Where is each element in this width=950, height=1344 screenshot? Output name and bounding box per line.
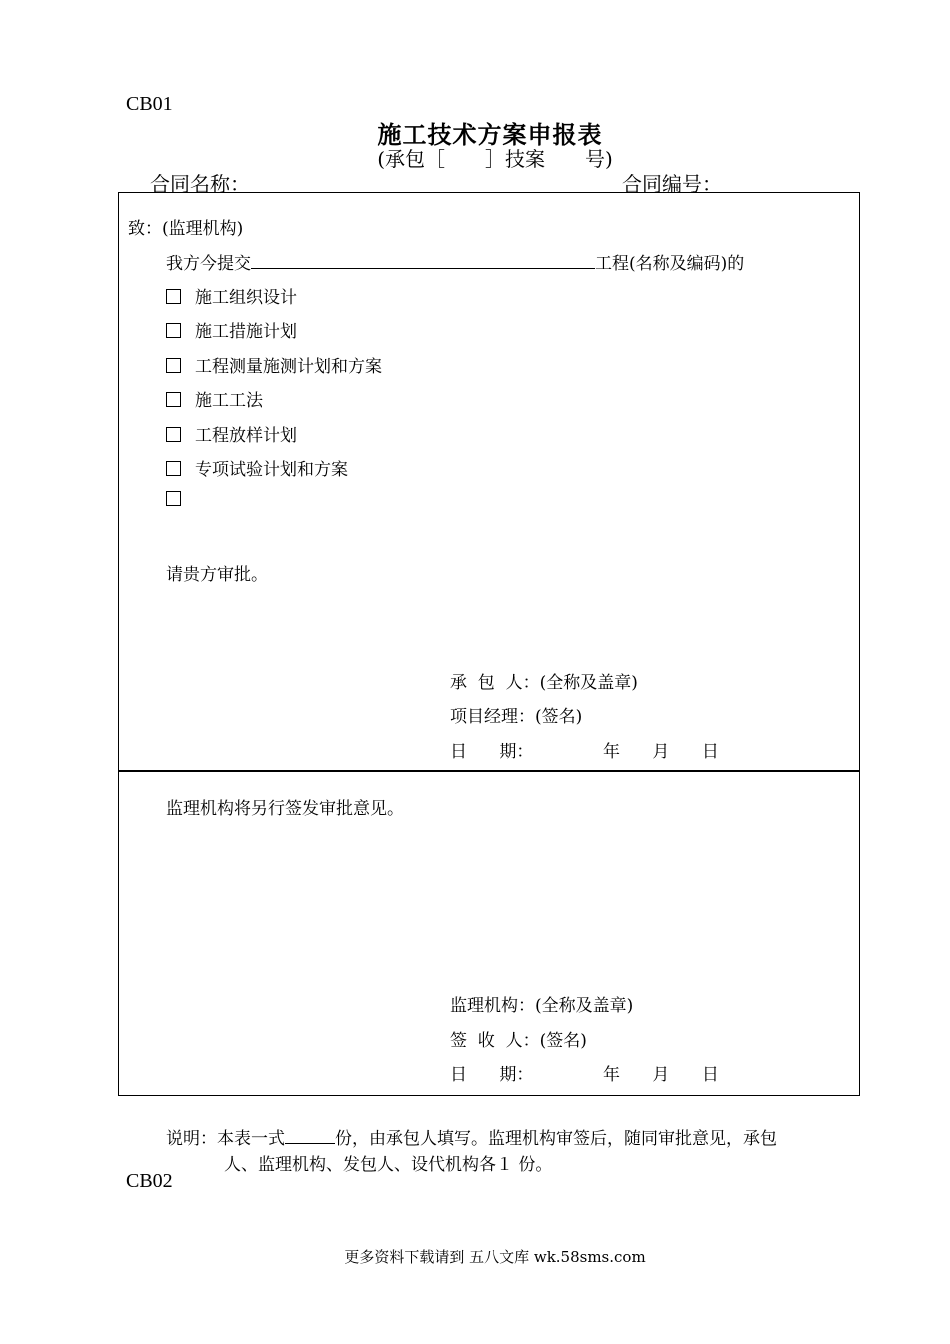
project-name-field[interactable]: [251, 250, 595, 269]
contract-name-label: 合同名称：: [150, 172, 250, 196]
contractor-signature-label: 承 包 人：(全称及盖章): [450, 673, 638, 693]
option-survey-plan[interactable]: 工程测量施测计划和方案: [166, 352, 382, 377]
option-test-plan[interactable]: 专项试验计划和方案: [166, 455, 348, 480]
checkbox[interactable]: [166, 323, 181, 338]
notes-label: 说明：: [166, 1129, 217, 1149]
supervisor-note: 监理机构将另行签发审批意见。: [166, 799, 404, 819]
notes-line-2: 人、监理机构、发包人、设代机构各１ 份。: [224, 1155, 553, 1175]
receiver-signature-label: 签 收 人：(签名): [450, 1031, 587, 1051]
footer-text: 更多资料下载请到 五八文库 wk.58sms.com: [344, 1248, 646, 1266]
form-code-bottom: CB02: [126, 1170, 173, 1192]
date-fields[interactable]: 年 月 日: [603, 1065, 719, 1085]
submission-line: [166, 249, 744, 274]
form-title: 施工技术方案申报表: [377, 120, 603, 149]
submission-suffix: 工程(名称及编码)的: [595, 254, 745, 274]
addressee-line: 致：(监理机构): [128, 219, 244, 239]
date-label: 日 期：: [450, 742, 534, 762]
option-other[interactable]: [166, 490, 195, 510]
date-label: 日 期：: [450, 1065, 534, 1085]
project-manager-label: 项目经理：(签名): [450, 707, 583, 727]
checkbox[interactable]: [166, 427, 181, 442]
form-subtitle: (承包［ ］技案 号): [377, 147, 613, 171]
checkbox[interactable]: [166, 461, 181, 476]
checkbox[interactable]: [166, 491, 181, 506]
submission-prefix: 我方今提交: [166, 254, 251, 274]
checkbox[interactable]: [166, 289, 181, 304]
option-construction-method[interactable]: 施工工法: [166, 386, 263, 411]
copies-field[interactable]: [285, 1125, 335, 1144]
option-construction-design[interactable]: 施工组织设计: [166, 283, 297, 308]
option-layout-plan[interactable]: 工程放样计划: [166, 421, 297, 446]
option-measures-plan[interactable]: 施工措施计划: [166, 317, 297, 342]
supervisor-agency-label: 监理机构：(全称及盖章): [450, 996, 634, 1016]
contract-number-label: 合同编号：: [622, 172, 722, 196]
approval-request: 请贵方审批。: [166, 565, 268, 585]
checkbox[interactable]: [166, 392, 181, 407]
notes-line-1: 说明：本表一式 份，由承包人填写。监理机构审签后，随同审批意见，承包: [166, 1124, 777, 1149]
form-code-top: CB01: [126, 93, 173, 115]
checkbox[interactable]: [166, 358, 181, 373]
date-fields[interactable]: 年 月 日: [603, 742, 719, 762]
